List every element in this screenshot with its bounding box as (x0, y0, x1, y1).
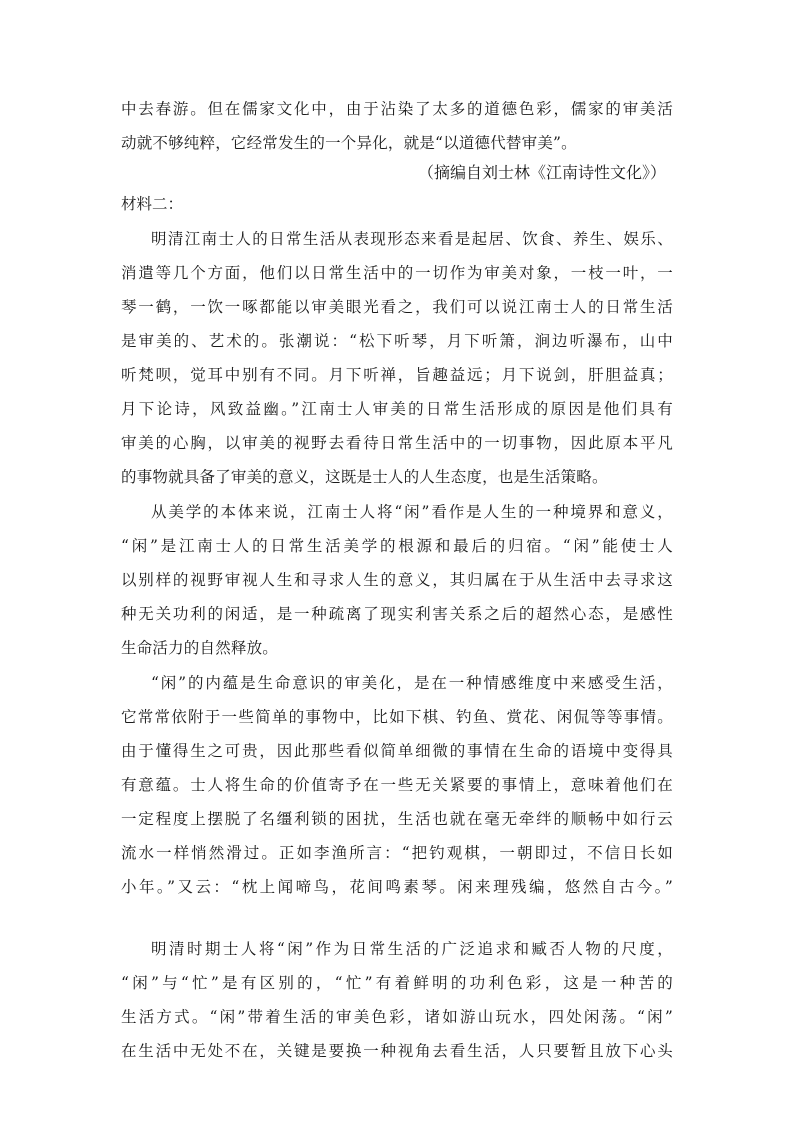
paragraph-line: 明清时期士人将“闲”作为日常生活的广泛追求和臧否人物的尺度， (151, 940, 673, 958)
paragraph-line: 一定程度上摆脱了名缰利锁的困扰，生活也就在毫无牵绊的顺畅中如行云 (121, 810, 673, 828)
paragraph-line: 小年。”又云：“枕上闻啼鸟，花间鸣素琴。闲来理残编，悠然自古今。” (121, 878, 673, 896)
paragraph-line: 的事物就具备了审美的意义，这既是士人的人生态度，也是生活策略。 (121, 468, 608, 486)
paragraph-line: 消遣等几个方面，他们以日常生活中的一切作为审美对象，一枝一叶，一 (121, 264, 673, 282)
paragraph-line: 它常常依附于一些简单的事物中，比如下棋、钓鱼、赏花、闲侃等等事情。 (121, 708, 673, 726)
source-citation: （摘编自刘士林《江南诗性文化》） (417, 163, 666, 182)
paragraph-line: 审美的心胸，以审美的视野去看待日常生活中的一切事物，因此原本平凡 (121, 434, 673, 452)
paragraph-line: 听梵呗，觉耳中别有不同。月下听禅，旨趣益远；月下说剑，肝胆益真； (121, 366, 673, 384)
paragraph-line: “闲”与“忙”是有区别的，“忙”有着鲜明的功利色彩，这是一种苦的 (121, 974, 673, 992)
paragraph-line: 生活方式。“闲”带着生活的审美色彩，诸如游山玩水，四处闲荡。“闲” (121, 1008, 673, 1026)
paragraph-line: 生命活力的自然释放。 (121, 639, 279, 657)
paragraph-line: 由于懂得生之可贵，因此那些看似简单细微的事情在生命的语境中变得具 (121, 742, 673, 760)
paragraph-line: 明清江南士人的日常生活从表现形态来看是起居、饮食、养生、娱乐、 (151, 230, 673, 248)
paragraph-line: 琴一鹤，一饮一啄都能以审美眼光看之，我们可以说江南士人的日常生活 (121, 298, 673, 316)
paragraph-line: 有意蕴。士人将生命的价值寄予在一些无关紧要的事情上，意味着他们在 (121, 776, 673, 794)
intro-line: 动就不够纯粹，它经常发生的一个异化，就是“以道德代替审美”。 (121, 134, 577, 152)
paragraph-line: 是审美的、艺术的。张潮说：“松下听琴，月下听箫，涧边听瀑布，山中 (121, 332, 673, 350)
paragraph-line: “闲”的内蕴是生命意识的审美化，是在一种情感维度中来感受生活， (151, 674, 673, 692)
paragraph-line: 从美学的本体来说，江南士人将“闲”看作是人生的一种境界和意义， (151, 503, 673, 521)
paragraph-line: 种无关功利的闲适，是一种疏离了现实利害关系之后的超然心态，是感性 (121, 605, 673, 623)
intro-line: 中去春游。但在儒家文化中，由于沾染了太多的道德色彩，儒家的审美活 (121, 100, 673, 118)
paragraph-line: 以别样的视野审视人生和寻求人生的意义，其归属在于从生活中去寻求这 (121, 571, 673, 589)
paragraph-line: 在生活中无处不在，关键是要换一种视角去看生活，人只要暂且放下心头 (121, 1042, 673, 1060)
paragraph-line: “闲”是江南士人的日常生活美学的根源和最后的归宿。“闲”能使士人 (121, 537, 673, 555)
paragraph-line: 月下论诗，风致益幽。”江南士人审美的日常生活形成的原因是他们具有 (121, 400, 673, 418)
paragraph-line: 流水一样悄然滑过。正如李渔所言：“把钓观棋，一朝即过，不信日长如 (121, 844, 673, 862)
material-heading: 材料二： (121, 195, 184, 213)
